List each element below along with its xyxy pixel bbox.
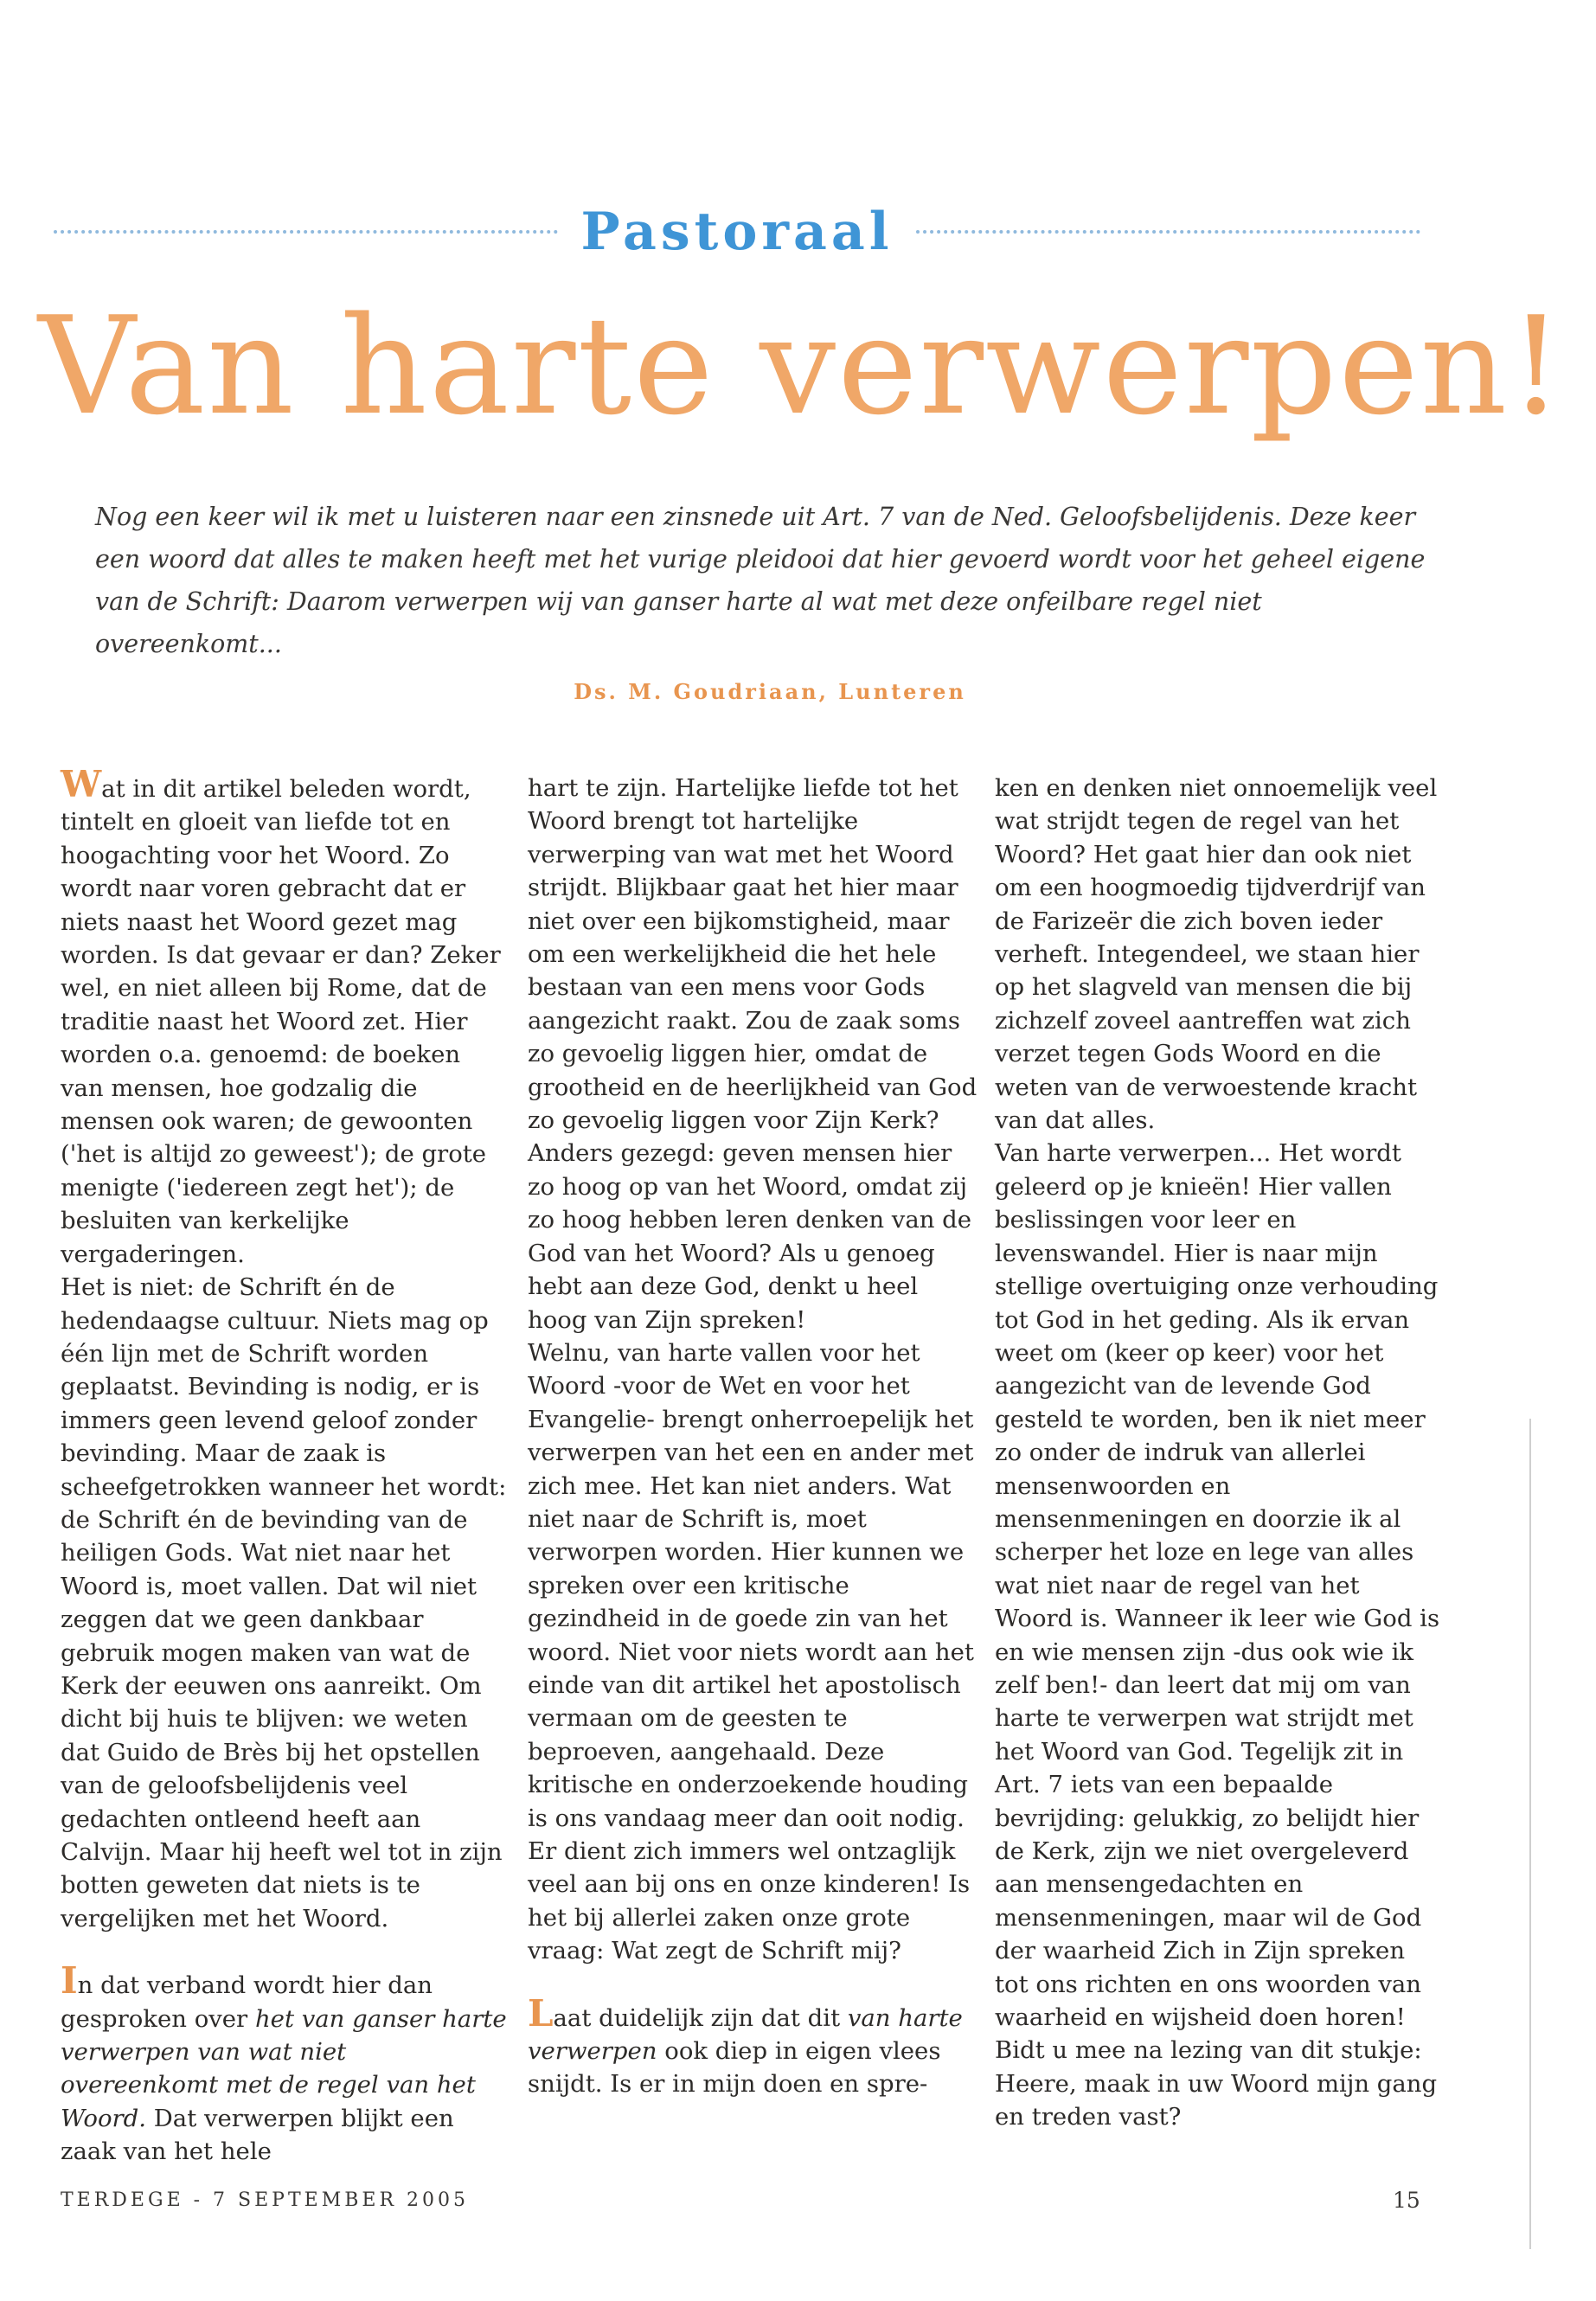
paragraph: Welnu, van harte vallen voor het Woord -voor de Wet en voor het Evangelie- brengt onherroepelijk het verwerpen van het een en ander met zich mee. Het kan niet anders. Wat niet naar de Schrift is, moet verworpen worden. Hier kunnen we spreken over een kritische gezindheid in de goede zin van het woord. Niet voor niets wordt aan het einde van dit artikel het apostolisch vermaan om de geesten te beproeven, aangehaald. Deze kritische en onderzoekende houding is ons vandaag meer dan ooit nodig. Er dient zich immers wel ontzaglijk veel aan bij ons en onze kinderen! Is het bij allerlei zaken onze grote vraag: Wat zegt de Schrift mij?	[528, 1338, 974, 1965]
italic-quote: het van ganser harte verwerpen van wat niet overeenkomt met de regel van het Woord.	[61, 2004, 507, 2132]
body-column-1	[61, 763, 510, 2169]
section-header	[54, 197, 1420, 266]
section-rule-right	[916, 230, 1420, 234]
paragraph	[528, 1991, 977, 2101]
paragraph: hart te zijn. Hartelijke liefde tot het Woord brengt tot hartelijke verwerping van wat met het Woord strijdt. Blijkbaar gaat het hier maar niet over een bijkomstigheid, maar om een werkelijkheid die het hele bestaan van een mens voor Gods aangezicht raakt. Zou de zaak soms zo gevoelig liggen hier, omdat de grootheid en de heerlijkheid van God zo gevoelig liggen voor Zijn Kerk? Anders gezegd: geven mensen hier zo hoog op van het Woord, omdat zij zo hoog hebben leren denken van de God van het Woord? Als u genoeg hebt aan deze God, denkt u heel hoog van Zijn spreken!	[528, 774, 977, 1334]
section-rule-left	[54, 230, 558, 234]
drop-cap: W	[61, 763, 102, 805]
body-column-2	[528, 772, 977, 2101]
page-edge-line	[1529, 1419, 1531, 2249]
paragraph-text: ook diep in eigen vlees snijdt. Is er in mijn doen en spre-	[528, 2037, 941, 2099]
section-label: Pastoraal	[580, 202, 894, 262]
paragraph	[61, 763, 510, 1271]
drop-cap: L	[528, 1991, 554, 2035]
italic-quote: van harte verwerpen	[528, 2003, 963, 2066]
paragraph: ken en denken niet onnoemelijk veel wat strijdt tegen de regel van het Woord? Het gaat hier dan ook niet om een hoogmoedig tijdverdrijf van de Farizeër die zich boven ieder verheft. Integendeel, we staan hier op het slagveld van mensen die bij zichzelf zoveel aantreffen wat zich verzet tegen Gods Woord en die weten van de verwoestende kracht van dat alles.	[995, 774, 1438, 1135]
body-column-3	[995, 772, 1445, 2134]
paragraph: Het is niet: de Schrift én de hedendaagse cultuur. Niets mag op één lijn met de Schrift worden geplaatst. Bevinding is nodig, er is immers geen levend geloof zonder bevinding. Maar de zaak is scheefgetrokken wanneer het wordt: de Schrift én de bevinding van de heiligen Gods. Wat niet naar het Woord is, moet vallen. Dat wil niet zeggen dat we geen dankbaar gebruik mogen maken van wat de Kerk der eeuwen ons aanreikt. Om dicht bij huis te blijven: we weten dat Guido de Brès bij het opstellen van de geloofsbelijdenis veel gedachten ontleend heeft aan Calvijn. Maar hij heeft wel tot in zijn botten geweten dat niets is te vergelijken met het Woord.	[61, 1273, 507, 1932]
footer-publication: TERDEGE - 7 SEPTEMBER 2005	[61, 2189, 470, 2211]
paragraph: Bidt u mee na lezing van dit stukje: Heere, maak in uw Woord mijn gang en treden vast?	[995, 2036, 1438, 2131]
paragraph-text: at in dit artikel beleden wordt, tintelt en gloeit van liefde tot en hoogachting voor het Woord. Zo wordt naar voren gebracht dat er niets naast het Woord gezet mag worden. Is dat gevaar er dan? Zeker wel, en niet alleen bij Rome, dat de traditie naast het Woord zet. Hier worden o.a. genoemd: de boeken van mensen, hoe godzalig die mensen ook waren; de gewoonten ('het is altijd zo geweest'); de grote menigte ('iedereen zegt het'); de besluiten van kerkelijke vergaderingen.	[61, 775, 501, 1268]
paragraph-text: n dat verband wordt hier dan gesproken over	[61, 1971, 433, 2033]
article-title: Van harte verwerpen!	[38, 287, 1565, 445]
paragraph-text: aat duidelijk zijn dat dit	[553, 2003, 848, 2032]
page-number: 15	[1393, 2188, 1420, 2213]
paragraph: Van harte verwerpen... Het wordt geleerd op je knieën! Hier vallen beslissingen voor leer en levenswandel. Hier is naar mijn stellige overtuiging onze verhouding tot God in het geding. Als ik ervan weet om (keer op keer) voor het aangezicht van de levende God gesteld te worden, ben ik niet meer zo onder de indruk van allerlei mensenwoorden en mensenmeningen en doorzie ik al scherper het loze en lege van alles wat niet naar de regel van het Woord is. Wanneer ik leer wie God is en wie mensen zijn -dus ook wie ik zelf ben!- dan leert dat mij om van harte te verwerpen wat strijdt met het Woord van God. Tegelijk zit in Art. 7 iets van een bepaalde bevrijding: gelukkig, zo belijdt hier de Kerk, zijn we niet overgeleverd aan mensengedachten en mensenmeningen, maar wil de God der waarheid Zich in Zijn spreken tot ons richten en ons woorden van waarheid en wijsheid doen horen!	[995, 1139, 1440, 2032]
paragraph	[61, 1959, 510, 2168]
article-byline: Ds. M. Goudriaan, Lunteren	[574, 679, 966, 704]
paragraph-text: Dat verwerpen blijkt een zaak van het hele	[61, 2104, 454, 2166]
drop-cap: I	[61, 1959, 78, 2003]
article-intro: Nog een keer wil ik met u luisteren naar een zinsnede uit Art. 7 van de Ned. Geloofsbelijdenis. Deze keer een woord dat alles te maken heeft met het vurige pleidooi dat hier gevoerd wordt voor het geheel eigene van de Schrift: Daarom verwerpen wij van ganser harte al wat met deze onfeilbare regel niet overeenkomt...	[95, 503, 1426, 658]
